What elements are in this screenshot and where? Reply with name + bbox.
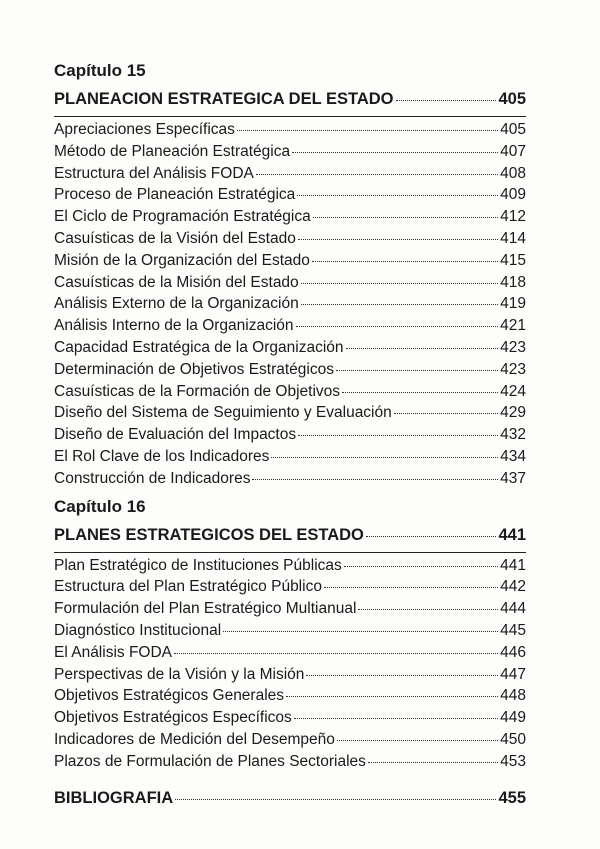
entry-page: 445 xyxy=(500,621,526,639)
toc-entry[interactable] xyxy=(54,359,526,381)
dot-leader xyxy=(346,348,499,349)
dot-leader xyxy=(301,304,498,305)
entry-page: 412 xyxy=(500,208,526,226)
dot-leader xyxy=(324,587,498,588)
entry-title: Objetivos Estratégicos Específicos xyxy=(54,709,292,727)
dot-leader xyxy=(298,239,498,240)
section-title: PLANES ESTRATEGICOS DEL ESTADO xyxy=(54,525,364,544)
entry-title: Diagnóstico Institucional xyxy=(54,621,222,639)
entry-page: 444 xyxy=(500,600,526,618)
toc-entry[interactable] xyxy=(54,707,526,729)
bibliography-page: 455 xyxy=(498,788,526,807)
entry-title: Misión de la Organización del Estado xyxy=(54,251,310,269)
chapter-label: Capítulo 16 xyxy=(54,496,146,516)
entry-page: 434 xyxy=(500,447,526,465)
toc-entry[interactable] xyxy=(54,729,526,751)
entry-page: 437 xyxy=(500,469,526,487)
section-page: 441 xyxy=(498,525,526,544)
entry-title: El Análisis FODA xyxy=(54,643,173,661)
toc-entry[interactable] xyxy=(54,468,526,490)
chapter-block xyxy=(54,496,526,773)
entry-page: 423 xyxy=(500,360,526,378)
entry-title: Plazos de Formulación de Planes Sectoriales xyxy=(54,752,366,770)
entry-page: 423 xyxy=(500,338,526,356)
section-page: 405 xyxy=(498,90,526,108)
entry-page: 408 xyxy=(500,164,526,182)
divider xyxy=(54,116,526,117)
dot-leader xyxy=(312,261,498,262)
toc-entry[interactable] xyxy=(54,293,526,315)
divider xyxy=(54,552,526,553)
dot-leader xyxy=(358,609,498,610)
entry-page: 407 xyxy=(500,142,526,160)
entry-page: 409 xyxy=(500,186,526,204)
dot-leader xyxy=(336,370,498,371)
toc-entry[interactable] xyxy=(54,664,526,686)
entry-page: 424 xyxy=(500,382,526,400)
toc-entry[interactable] xyxy=(54,446,526,468)
entry-title: Análisis Interno de la Organización xyxy=(54,317,294,335)
entry-page: 447 xyxy=(500,665,526,683)
entry-page: 429 xyxy=(500,404,526,422)
toc-entry[interactable] xyxy=(54,184,526,206)
entry-title: Objetivos Estratégicos Generales xyxy=(54,687,285,705)
dot-leader xyxy=(271,457,498,458)
toc-entry[interactable] xyxy=(54,751,526,773)
entry-page: 449 xyxy=(500,709,526,727)
toc-entry[interactable] xyxy=(54,228,526,250)
entry-page: 432 xyxy=(500,426,526,444)
dot-leader xyxy=(174,653,498,654)
toc-entry[interactable] xyxy=(54,315,526,337)
dot-leader xyxy=(292,152,498,153)
entry-title: Formulación del Plan Estratégico Multianual xyxy=(54,600,357,618)
entry-page: 441 xyxy=(500,556,526,574)
dot-leader xyxy=(313,217,498,218)
dot-leader xyxy=(337,740,498,741)
toc-entry[interactable] xyxy=(54,381,526,403)
entry-list xyxy=(54,119,526,490)
entry-title: Casuísticas de la Formación de Objetivos xyxy=(54,382,341,400)
dot-leader xyxy=(306,675,498,676)
dot-leader xyxy=(298,435,498,436)
entry-page: 453 xyxy=(500,752,526,770)
entry-title: Indicadores de Medición del Desempeño xyxy=(54,730,335,748)
entry-title: Estructura del Análisis FODA xyxy=(54,164,254,182)
dot-leader xyxy=(344,566,498,567)
toc-entry[interactable] xyxy=(54,206,526,228)
entry-title: El Ciclo de Programación Estratégica xyxy=(54,208,311,226)
toc-entry[interactable] xyxy=(54,576,526,598)
section-heading[interactable] xyxy=(54,88,526,116)
dot-leader xyxy=(223,631,498,632)
entry-page: 414 xyxy=(500,229,526,247)
entry-title: Casuísticas de la Visión del Estado xyxy=(54,229,296,247)
dot-leader xyxy=(394,413,498,414)
chapter-block xyxy=(54,60,526,490)
dot-leader xyxy=(366,536,497,537)
toc-entry[interactable] xyxy=(54,272,526,294)
entry-title: Capacidad Estratégica de la Organización xyxy=(54,338,344,356)
entry-title: Construcción de Indicadores xyxy=(54,469,251,487)
toc-entry[interactable] xyxy=(54,598,526,620)
dot-leader xyxy=(286,696,498,697)
entry-title: Estructura del Plan Estratégico Público xyxy=(54,578,322,596)
entry-title: Diseño de Evaluación del Impactos xyxy=(54,426,297,444)
entry-page: 405 xyxy=(500,121,526,138)
entry-list xyxy=(54,555,526,773)
entry-title: Determinación de Objetivos Estratégicos xyxy=(54,360,334,378)
entry-title: Proceso de Planeación Estratégica xyxy=(54,186,296,204)
entry-title: Plan Estratégico de Instituciones Públicas xyxy=(54,556,342,574)
dot-leader xyxy=(294,718,498,719)
toc-entry[interactable] xyxy=(54,337,526,359)
bibliography-entry[interactable] xyxy=(54,787,526,809)
chapter-label: Capítulo 15 xyxy=(54,61,146,80)
entry-page: 419 xyxy=(500,295,526,313)
section-heading[interactable] xyxy=(54,524,526,552)
toc-entry[interactable] xyxy=(54,642,526,664)
entry-page: 448 xyxy=(500,687,526,705)
entry-page: 446 xyxy=(500,643,526,661)
toc-entry[interactable] xyxy=(54,250,526,272)
table-of-contents xyxy=(54,60,526,809)
entry-title: Diseño del Sistema de Seguimiento y Evaluación xyxy=(54,404,392,422)
toc-entry[interactable] xyxy=(54,163,526,185)
entry-title: El Rol Clave de los Indicadores xyxy=(54,447,270,465)
section-title: PLANEACION ESTRATEGICA DEL ESTADO xyxy=(54,90,394,108)
dot-leader xyxy=(256,174,498,175)
entry-title: Casuísticas de la Misión del Estado xyxy=(54,273,299,291)
entry-title: Perspectivas de la Visión y la Misión xyxy=(54,665,305,683)
dot-leader xyxy=(396,100,497,101)
entry-title: Apreciaciones Específicas xyxy=(54,121,235,138)
dot-leader xyxy=(368,762,498,763)
toc-entry[interactable] xyxy=(54,685,526,707)
bibliography-title: BIBLIOGRAFIA xyxy=(54,788,174,807)
toc-entry[interactable] xyxy=(54,141,526,163)
dot-leader xyxy=(296,326,499,327)
entry-page: 418 xyxy=(500,273,526,291)
toc-entry[interactable] xyxy=(54,620,526,642)
toc-entry[interactable] xyxy=(54,424,526,446)
toc-entry[interactable] xyxy=(54,119,526,141)
dot-leader xyxy=(237,130,498,131)
entry-title: Método de Planeación Estratégica xyxy=(54,142,291,160)
entry-title: Análisis Externo de la Organización xyxy=(54,295,299,313)
entry-page: 450 xyxy=(500,730,526,748)
entry-page: 421 xyxy=(500,317,526,335)
toc-entry[interactable] xyxy=(54,555,526,577)
entry-page: 415 xyxy=(500,251,526,269)
dot-leader xyxy=(252,479,498,480)
dot-leader xyxy=(342,392,498,393)
dot-leader xyxy=(297,195,498,196)
dot-leader xyxy=(301,283,498,284)
entry-page: 442 xyxy=(500,578,526,596)
dot-leader xyxy=(175,799,496,800)
toc-entry[interactable] xyxy=(54,402,526,424)
